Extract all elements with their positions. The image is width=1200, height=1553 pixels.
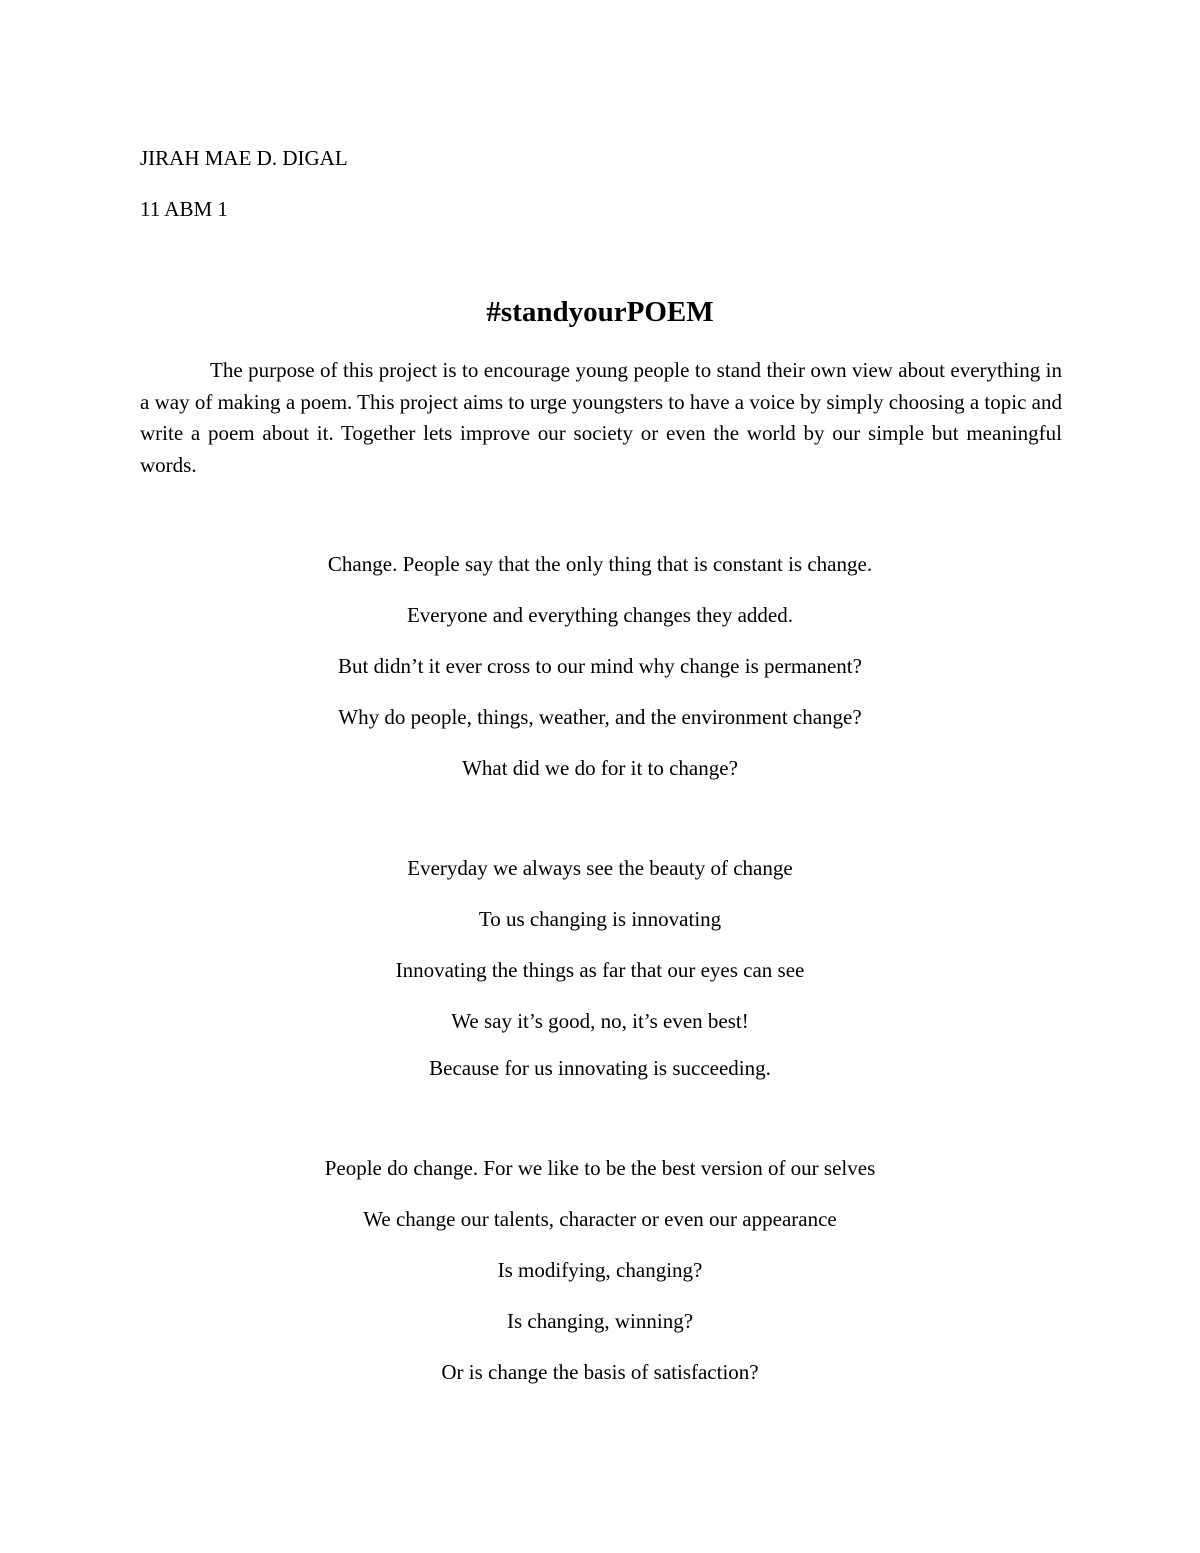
- poem-line: Innovating the things as far that our eyes can see: [395, 958, 805, 982]
- poem-stanza-3: [0, 1153, 1200, 1408]
- poem-stanza-1: [0, 549, 1200, 804]
- class-section: 11 ABM 1: [140, 197, 228, 221]
- poem-line: Why do people, things, weather, and the environment change?: [338, 705, 862, 729]
- poem-line: But didn’t it ever cross to our mind why change is permanent?: [338, 654, 862, 678]
- poem-line: Change. People say that the only thing that is constant is change.: [327, 552, 873, 576]
- poem-line: To us changing is innovating: [478, 907, 722, 931]
- poem-line: We change our talents, character or even our appearance: [363, 1207, 837, 1231]
- poem-line: Everyday we always see the beauty of change: [407, 856, 793, 880]
- poem-line: Or is change the basis of satisfaction?: [441, 1360, 759, 1384]
- poem-line: Is modifying, changing?: [497, 1258, 703, 1282]
- poem-line: Everyone and everything changes they added.: [406, 603, 794, 627]
- page-title: #standyourPOEM: [486, 296, 714, 328]
- intro-paragraph: The purpose of this project is to encourage young people to stand their own view about everything in a way of making a poem. This project aims to urge youngsters to have a voice by simply choosing a topic and write a poem about it. Together lets improve our society or even the world by our simple but meaningful words.: [140, 358, 1062, 477]
- poem-line: We say it’s good, no, it’s even best!: [451, 1009, 749, 1033]
- poem-line: Is changing, winning?: [506, 1309, 694, 1333]
- poem-stanza-2: [0, 853, 1200, 1104]
- poem-line: People do change. For we like to be the best version of our selves: [324, 1156, 876, 1180]
- poem-line: Because for us innovating is succeeding.: [429, 1056, 771, 1080]
- poem-line: What did we do for it to change?: [462, 756, 738, 780]
- author-name: JIRAH MAE D. DIGAL: [140, 146, 348, 170]
